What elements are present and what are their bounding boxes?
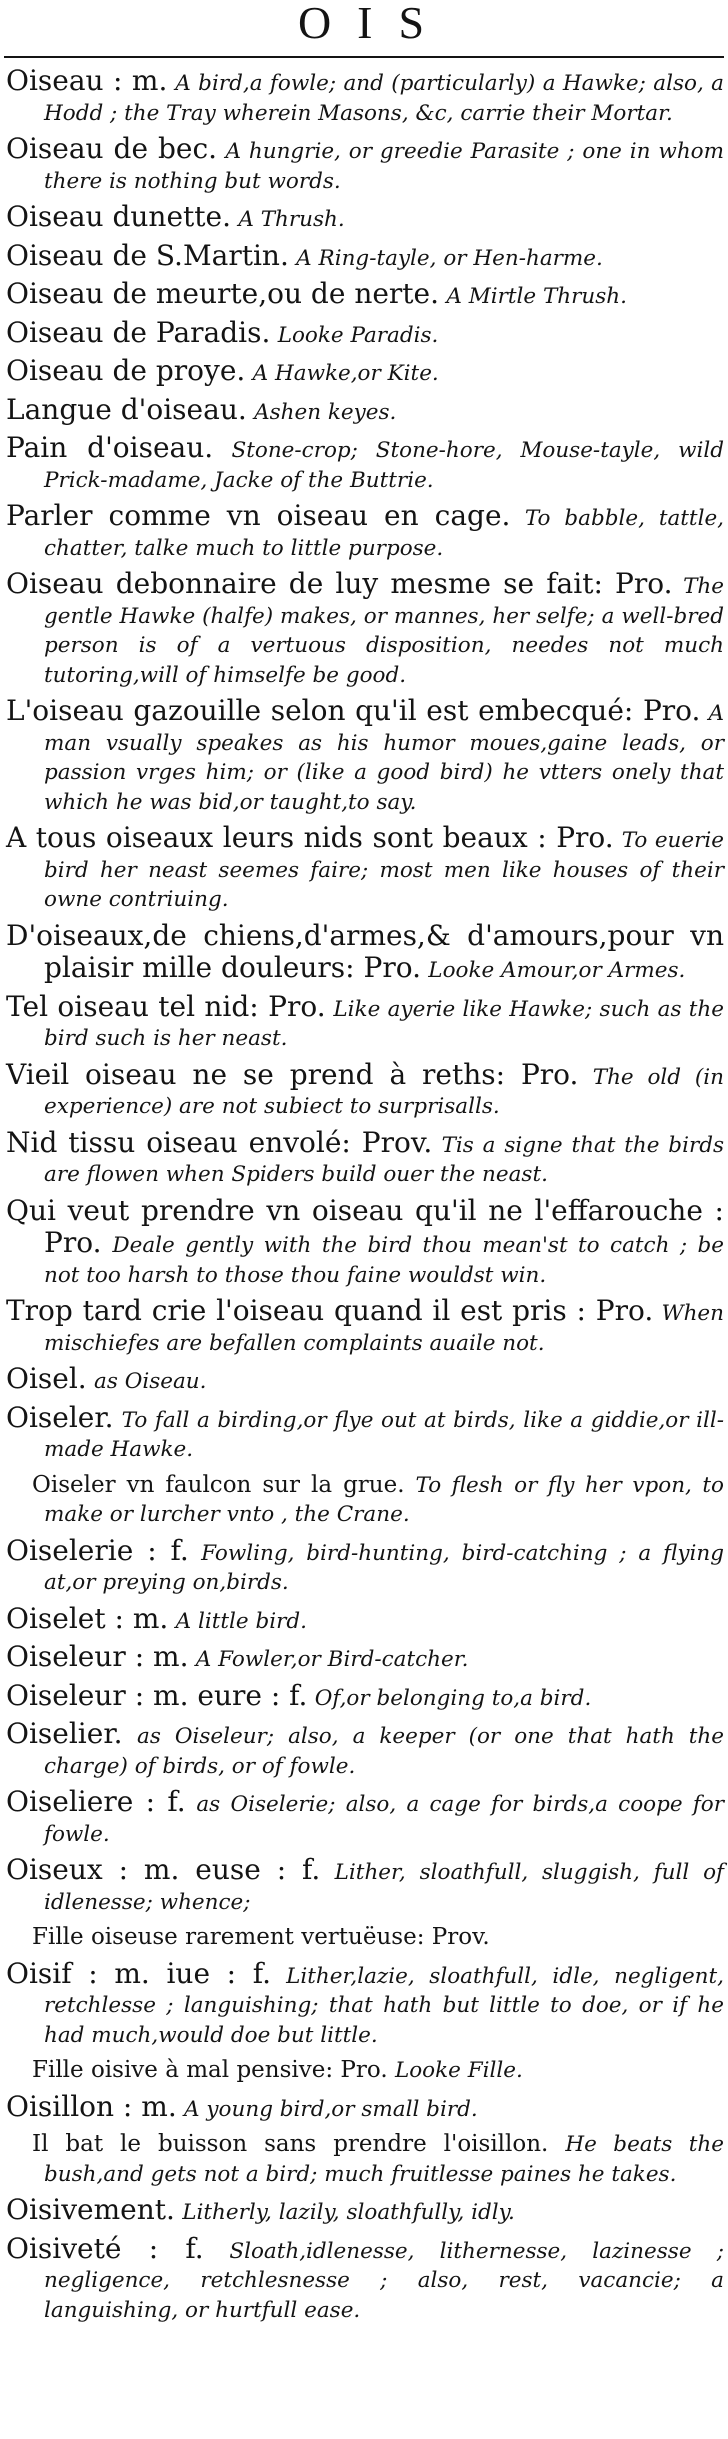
entry-headword: D'oiseaux,de chiens,d'armes,& d'amours,pour vn plaisir mille douleurs: Pro. (6, 918, 724, 984)
entry-il-bat-le-buisson (0, 2130, 724, 2189)
entry-definition: The gentle Hawke (halfe) makes, or mannes, her selfe; a well-bred person is of a vertuous disposition, needes not much tutoring,will of himselfe be good. (44, 574, 725, 688)
entry-definition: Litherly, lazily, sloathfully, idly. (182, 2200, 515, 2225)
entry-oiseleur (0, 1642, 724, 1675)
entry-definition: A young bird,or small bird. (184, 2096, 478, 2122)
entry-a-tous-oiseaux (0, 823, 724, 915)
entry-headword: Oiseau debonnaire de luy mesme se fait: Pro. (6, 567, 673, 600)
entry-definition: A hungrie, or greedie Parasite ; one in whom there is nothing but words. (44, 139, 724, 194)
entry-definition: A man vsually speakes as his humor moues,gaine leads, or passion vrges him; or (like a good bird) he vtters onely that which he was bid,or taught,to say. (44, 701, 725, 815)
entry-headword: Oisillon : m. (6, 2089, 177, 2123)
entry-headword: Oiseux : m. euse : f. (6, 1853, 321, 1886)
entry-definition: Looke Amour,or Armes. (428, 958, 686, 983)
entry-definition: When mischiefes are befallen complaints auaile not. (44, 1301, 725, 1356)
entry-definition: To fall a birding,or flye out at birds, like a giddie,or ill-made Hawke. (44, 1407, 725, 1462)
entry-oiseau-de-bec (0, 134, 724, 196)
entry-headword: Oiseau : m. (6, 66, 168, 97)
entry-fille-oisive (0, 2056, 724, 2086)
entry-oiseler-vn-faulcon (0, 1471, 724, 1530)
entry-doiseaux-de-chiens (0, 918, 724, 986)
entry-definition: To euerie bird her neast seemes faire; most men like houses of their owne contriuing. (44, 828, 725, 912)
entry-headword: Oisel. (6, 1362, 87, 1395)
entry-headword: Oiseau dunette. (6, 200, 232, 233)
entry-oiseleur-eure (0, 1678, 724, 1714)
entry-tel-oiseau-tel-nid (0, 989, 724, 1054)
entry-definition: Like ayerie like Hawke; such as the bird such is her neast. (44, 996, 724, 1051)
entry-langue-doiseau (0, 392, 724, 428)
entry-oiseau-debonnaire (0, 569, 724, 690)
entry-headword: Oiselier. (6, 1717, 123, 1750)
entry-headword: Fille oisive à mal pensive: Pro. (32, 2057, 388, 2083)
entry-definition: A little bird. (175, 1608, 307, 1634)
entry-list (0, 66, 728, 2436)
entry-headword: Vieil oiseau ne se prend à reths: Pro. (6, 1057, 579, 1091)
entry-pain-doiseau (0, 433, 724, 495)
entry-oiseler (0, 1400, 725, 1465)
entry-definition: Stone-crop; Stone-hore, Mouse-tayle, wild Prick-madame, Jacke of the Buttrie. (44, 438, 724, 493)
entry-definition: Sloath,idlenesse, lithernesse, lazinesse ; negligence, retchlesnesse ; also, rest, vacancie; a languishing, or hurtfull ease. (44, 2238, 724, 2323)
entry-headword: Oiseliere : f. (6, 1785, 186, 1818)
entry-definition: Lither, sloathfull, sluggish, full of idlenesse; whence; (44, 1860, 725, 1915)
page-header: OIS (297, 0, 451, 48)
entry-headword: Oisif : m. iue : f. (6, 1956, 272, 1990)
entry-loiseau-gazouille (0, 696, 724, 817)
entry-oiselerie (0, 1533, 724, 1598)
entry-oiseau-dunette (0, 202, 724, 235)
entry-definition: A Hawke,or Kite. (252, 361, 439, 386)
entry-definition: Fowling, bird-hunting, bird-catching ; a flying at,or preying on,birds. (44, 1540, 724, 1595)
entry-headword: Oiselerie : f. (6, 1533, 189, 1567)
entry-headword: Qui veut prendre vn oiseau qu'il ne l'effarouche : Pro. (6, 1193, 724, 1259)
entry-oiseau (0, 66, 724, 128)
entry-definition: The old (in experience) are not subiect to surprisalls. (44, 1064, 724, 1119)
entry-headword: Oiselet : m. (6, 1601, 169, 1635)
entry-headword: L'oiseau gazouille selon qu'il est embecqué: Pro. (6, 694, 701, 727)
entry-headword: Nid tissu oiseau envolé: Prov. (6, 1125, 433, 1159)
header-rule (4, 56, 724, 58)
entry-trop-tard-crie (0, 1296, 724, 1358)
entry-headword: Oiseleur : m. (6, 1640, 189, 1673)
entry-definition: as Oiseleur; also, a keeper (or one that hath the charge) of birds, or of fowle. (44, 1724, 724, 1779)
entry-headword: Oisivement. (6, 2193, 175, 2226)
entry-parler-comme-vn-oiseau (0, 501, 724, 563)
entry-definition: A Thrush. (238, 207, 345, 232)
entry-definition: To flesh or fly her vpon, to make or lurcher vnto , the Crane. (44, 1472, 724, 1527)
entry-oiselet (0, 1601, 724, 1637)
entry-definition: Lither,lazie, sloathfull, idle, negligent, retchlesse ; languishing; that hath but little to doe, or if he had much,would doe but little. (44, 1963, 724, 2048)
entry-oiseau-de-s-martin (0, 238, 724, 274)
entry-headword: Oiseau de Paradis. (6, 315, 271, 349)
entry-qui-veut-prendre (0, 1193, 724, 1291)
entry-headword: Trop tard crie l'oiseau quand il est pris : Pro. (6, 1294, 654, 1327)
entry-headword: Oiseleur : m. eure : f. (6, 1678, 308, 1712)
entry-definition: Ashen keyes. (254, 399, 397, 425)
entry-definition: Looke Paradis. (277, 322, 439, 348)
entry-headword: Oiseau de meurte,ou de nerte. (6, 277, 440, 310)
entry-headword: Oiseau de proye. (6, 354, 246, 387)
entry-oisivete (0, 2231, 724, 2326)
entry-headword: Il bat le buisson sans prendre l'oisillon. (32, 2131, 549, 2157)
entry-definition: as Oiselerie; also, a cage for birds,a coope for fowle. (44, 1792, 724, 1847)
entry-nid-tissu (0, 1125, 725, 1190)
entry-oisel (0, 1364, 724, 1397)
entry-vieil-oiseau (0, 1057, 724, 1122)
entry-oiselier (0, 1719, 724, 1781)
entry-headword: Oiseler. (6, 1400, 114, 1434)
entry-oisillon (0, 2089, 724, 2125)
entry-oiseau-de-proye (0, 356, 724, 389)
entry-definition: Deale gently with the bird thou mean'st to catch ; be not too harsh to those thou faine wouldst win. (44, 1233, 724, 1288)
entry-definition: Of,or belonging to,a bird. (314, 1685, 592, 1711)
entry-definition: Looke Fille. (394, 2058, 523, 2083)
entry-oiseau-de-paradis (0, 315, 724, 351)
entry-headword: Oiseau de bec. (6, 132, 218, 165)
entry-headword: Parler comme vn oiseau en cage. (6, 499, 511, 532)
entry-fille-oiseuse (0, 1923, 724, 1953)
entry-definition: A Fowler,or Bird-catcher. (195, 1647, 469, 1672)
entry-definition: A Ring-tayle, or Hen-harme. (296, 245, 603, 271)
entry-headword: Tel oiseau tel nid: Pro. (6, 989, 326, 1023)
entry-headword: A tous oiseaux leurs nids sont beaux : Pro. (6, 821, 614, 854)
entry-oisif (0, 1956, 724, 2051)
entry-oiseux (0, 1855, 724, 1917)
entry-definition: He beats the bush,and gets not a bird; much fruitlesse paines he takes. (44, 2132, 724, 2187)
entry-definition: A Mirtle Thrush. (446, 284, 627, 309)
entry-definition: Tis a signe that the birds are flowen when Spiders build ouer the neast. (44, 1132, 725, 1187)
entry-headword: Langue d'oiseau. (6, 392, 247, 426)
entry-definition: as Oiseau. (94, 1369, 207, 1394)
entry-headword: Oiseler vn faulcon sur la grue. (32, 1471, 405, 1498)
entry-headword: Oisiveté : f. (6, 2231, 204, 2265)
entry-headword: Fille oiseuse rarement vertuëuse: Prov. (32, 1924, 490, 1950)
entry-headword: Oiseau de S.Martin. (6, 238, 289, 272)
entry-oiseliere (0, 1787, 724, 1849)
entry-definition: To babble, tattle, chatter, talke much to little purpose. (44, 506, 724, 561)
entry-oiseau-de-meurte (0, 279, 724, 312)
entry-definition: A bird,a fowle; and (particularly) a Hawke; also, a Hodd ; the Tray wherein Masons, &c, carrie their Mortar. (44, 71, 724, 126)
entry-headword: Pain d'oiseau. (6, 431, 214, 464)
entry-oisivement (0, 2195, 724, 2228)
